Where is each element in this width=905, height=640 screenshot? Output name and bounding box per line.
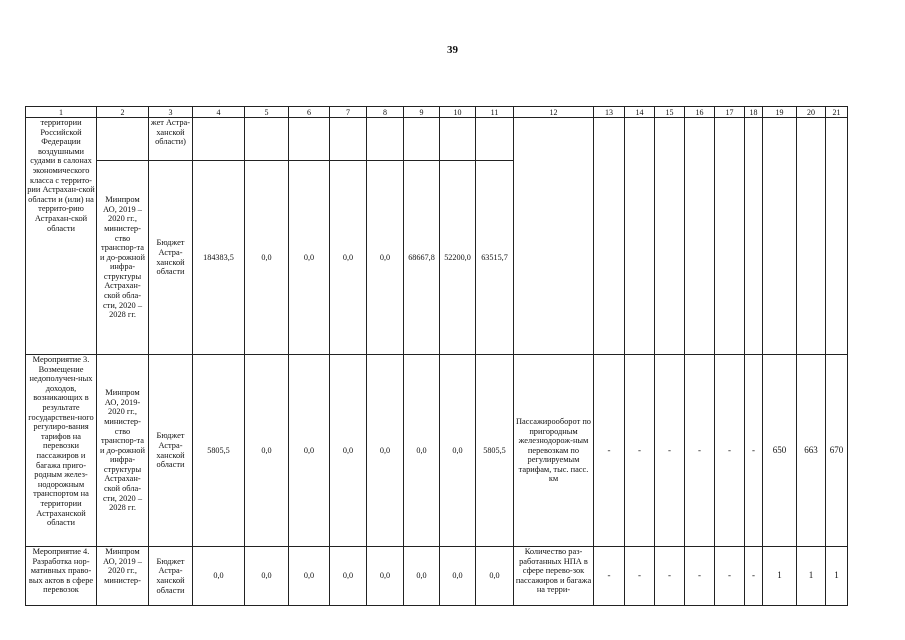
source-cell: Бюджет Астра-ханской области <box>149 161 193 355</box>
value-cell: 0,0 <box>289 547 330 606</box>
value-cell: 0,0 <box>404 547 440 606</box>
column-header: 1 <box>26 107 97 118</box>
column-header: 4 <box>193 107 245 118</box>
target-cell: 663 <box>797 355 826 547</box>
target-cell: - <box>594 355 625 547</box>
target-cell: - <box>625 355 655 547</box>
measure-cell: Мероприятие 4. Разработка нор-мативных право-вых актов в сфере перевозок <box>26 547 97 606</box>
column-header: 7 <box>330 107 367 118</box>
target-cell <box>826 118 848 355</box>
header-row <box>26 107 848 118</box>
program-table <box>25 106 848 606</box>
column-header: 12 <box>514 107 594 118</box>
column-header: 14 <box>625 107 655 118</box>
executor-cell <box>97 118 149 161</box>
value-total: 0,0 <box>193 547 245 606</box>
value-cell: 0,0 <box>245 161 289 355</box>
target-cell <box>763 118 797 355</box>
indicator-cell: Пассажирооборот по пригородным железнодорож-ным перевозкам по регулируемым тарифам, тыс. пасс. км <box>514 355 594 547</box>
executor-cell: Минпром АО, 2019-2020 гг., министер-ство транспор-та и до-рожной инфра-структуры Астрахан-ской обла-сти, 2020 – 2028 гг. <box>97 355 149 547</box>
target-cell <box>745 118 763 355</box>
column-header: 6 <box>289 107 330 118</box>
target-cell: - <box>745 547 763 606</box>
column-header: 5 <box>245 107 289 118</box>
target-cell: - <box>655 355 685 547</box>
value-cell <box>367 118 404 161</box>
value-cell: 0,0 <box>289 355 330 547</box>
target-cell <box>715 118 745 355</box>
target-cell: 670 <box>826 355 848 547</box>
target-cell <box>797 118 826 355</box>
target-cell <box>685 118 715 355</box>
target-cell: - <box>685 547 715 606</box>
column-header: 16 <box>685 107 715 118</box>
table-row <box>26 547 848 606</box>
target-cell: 650 <box>763 355 797 547</box>
value-cell: 0,0 <box>330 161 367 355</box>
target-cell <box>655 118 685 355</box>
source-cell: Бюджет Астра-ханской области <box>149 355 193 547</box>
value-cell: 0,0 <box>367 547 404 606</box>
target-cell: - <box>594 547 625 606</box>
column-header: 20 <box>797 107 826 118</box>
measure-cell: территории Российской Федерации воздушными судами в салонах экономического класса с террито-рии Астрахан-ской области и (или) на террито-рию Астрахан-ской области <box>26 118 97 355</box>
value-cell: 52200,0 <box>440 161 476 355</box>
value-cell <box>476 118 514 161</box>
value-cell <box>289 118 330 161</box>
value-cell: 0,0 <box>245 355 289 547</box>
table-row <box>26 118 848 161</box>
target-cell: - <box>745 355 763 547</box>
column-header: 9 <box>404 107 440 118</box>
column-header: 15 <box>655 107 685 118</box>
value-cell: 0,0 <box>289 161 330 355</box>
column-header: 21 <box>826 107 848 118</box>
value-total: 184383,5 <box>193 161 245 355</box>
target-cell <box>625 118 655 355</box>
value-cell: 5805,5 <box>476 355 514 547</box>
value-cell: 0,0 <box>330 547 367 606</box>
target-cell: - <box>685 355 715 547</box>
value-cell: 63515,7 <box>476 161 514 355</box>
indicator-cell: Количество раз-работанных НПА в сфере перево-зок пассажиров и багажа на терри- <box>514 547 594 606</box>
value-cell: 0,0 <box>404 355 440 547</box>
target-cell: - <box>715 547 745 606</box>
target-cell: - <box>715 355 745 547</box>
target-cell: - <box>625 547 655 606</box>
column-header: 2 <box>97 107 149 118</box>
column-header: 11 <box>476 107 514 118</box>
value-cell <box>193 118 245 161</box>
value-total: 5805,5 <box>193 355 245 547</box>
source-cell: Бюджет Астра-ханской области <box>149 547 193 606</box>
value-cell <box>245 118 289 161</box>
source-cell: жет Астра-ханской области) <box>149 118 193 161</box>
executor-cell: Минпром АО, 2019 – 2020 гг., министер-ство транспор-та и до-рожной инфра-структуры Астрахан-ской обла-сти, 2020 – 2028 гг. <box>97 161 149 355</box>
value-cell <box>404 118 440 161</box>
column-header: 3 <box>149 107 193 118</box>
column-header: 19 <box>763 107 797 118</box>
value-cell: 0,0 <box>440 547 476 606</box>
target-cell: 1 <box>763 547 797 606</box>
column-header: 8 <box>367 107 404 118</box>
target-cell: 1 <box>797 547 826 606</box>
indicator-cell <box>514 118 594 355</box>
value-cell <box>440 118 476 161</box>
table-row <box>26 355 848 547</box>
value-cell: 0,0 <box>440 355 476 547</box>
value-cell: 0,0 <box>367 355 404 547</box>
executor-cell: Минпром АО, 2019 – 2020 гг., министер- <box>97 547 149 606</box>
value-cell: 0,0 <box>330 355 367 547</box>
target-cell: - <box>655 547 685 606</box>
column-header: 13 <box>594 107 625 118</box>
value-cell: 0,0 <box>476 547 514 606</box>
page-number: 39 <box>447 44 458 56</box>
target-cell: 1 <box>826 547 848 606</box>
value-cell: 0,0 <box>245 547 289 606</box>
value-cell: 68667,8 <box>404 161 440 355</box>
measure-cell: Мероприятие 3. Возмещение недополучен-ных доходов, возникающих в результате государствен-ного регулиро-вания тарифов на перевозки пассажиров и багажа приго-родным желез-нодорожным транспортом на территории Астраханской области <box>26 355 97 547</box>
target-cell <box>594 118 625 355</box>
column-header: 18 <box>745 107 763 118</box>
value-cell <box>330 118 367 161</box>
column-header: 10 <box>440 107 476 118</box>
column-header: 17 <box>715 107 745 118</box>
value-cell: 0,0 <box>367 161 404 355</box>
